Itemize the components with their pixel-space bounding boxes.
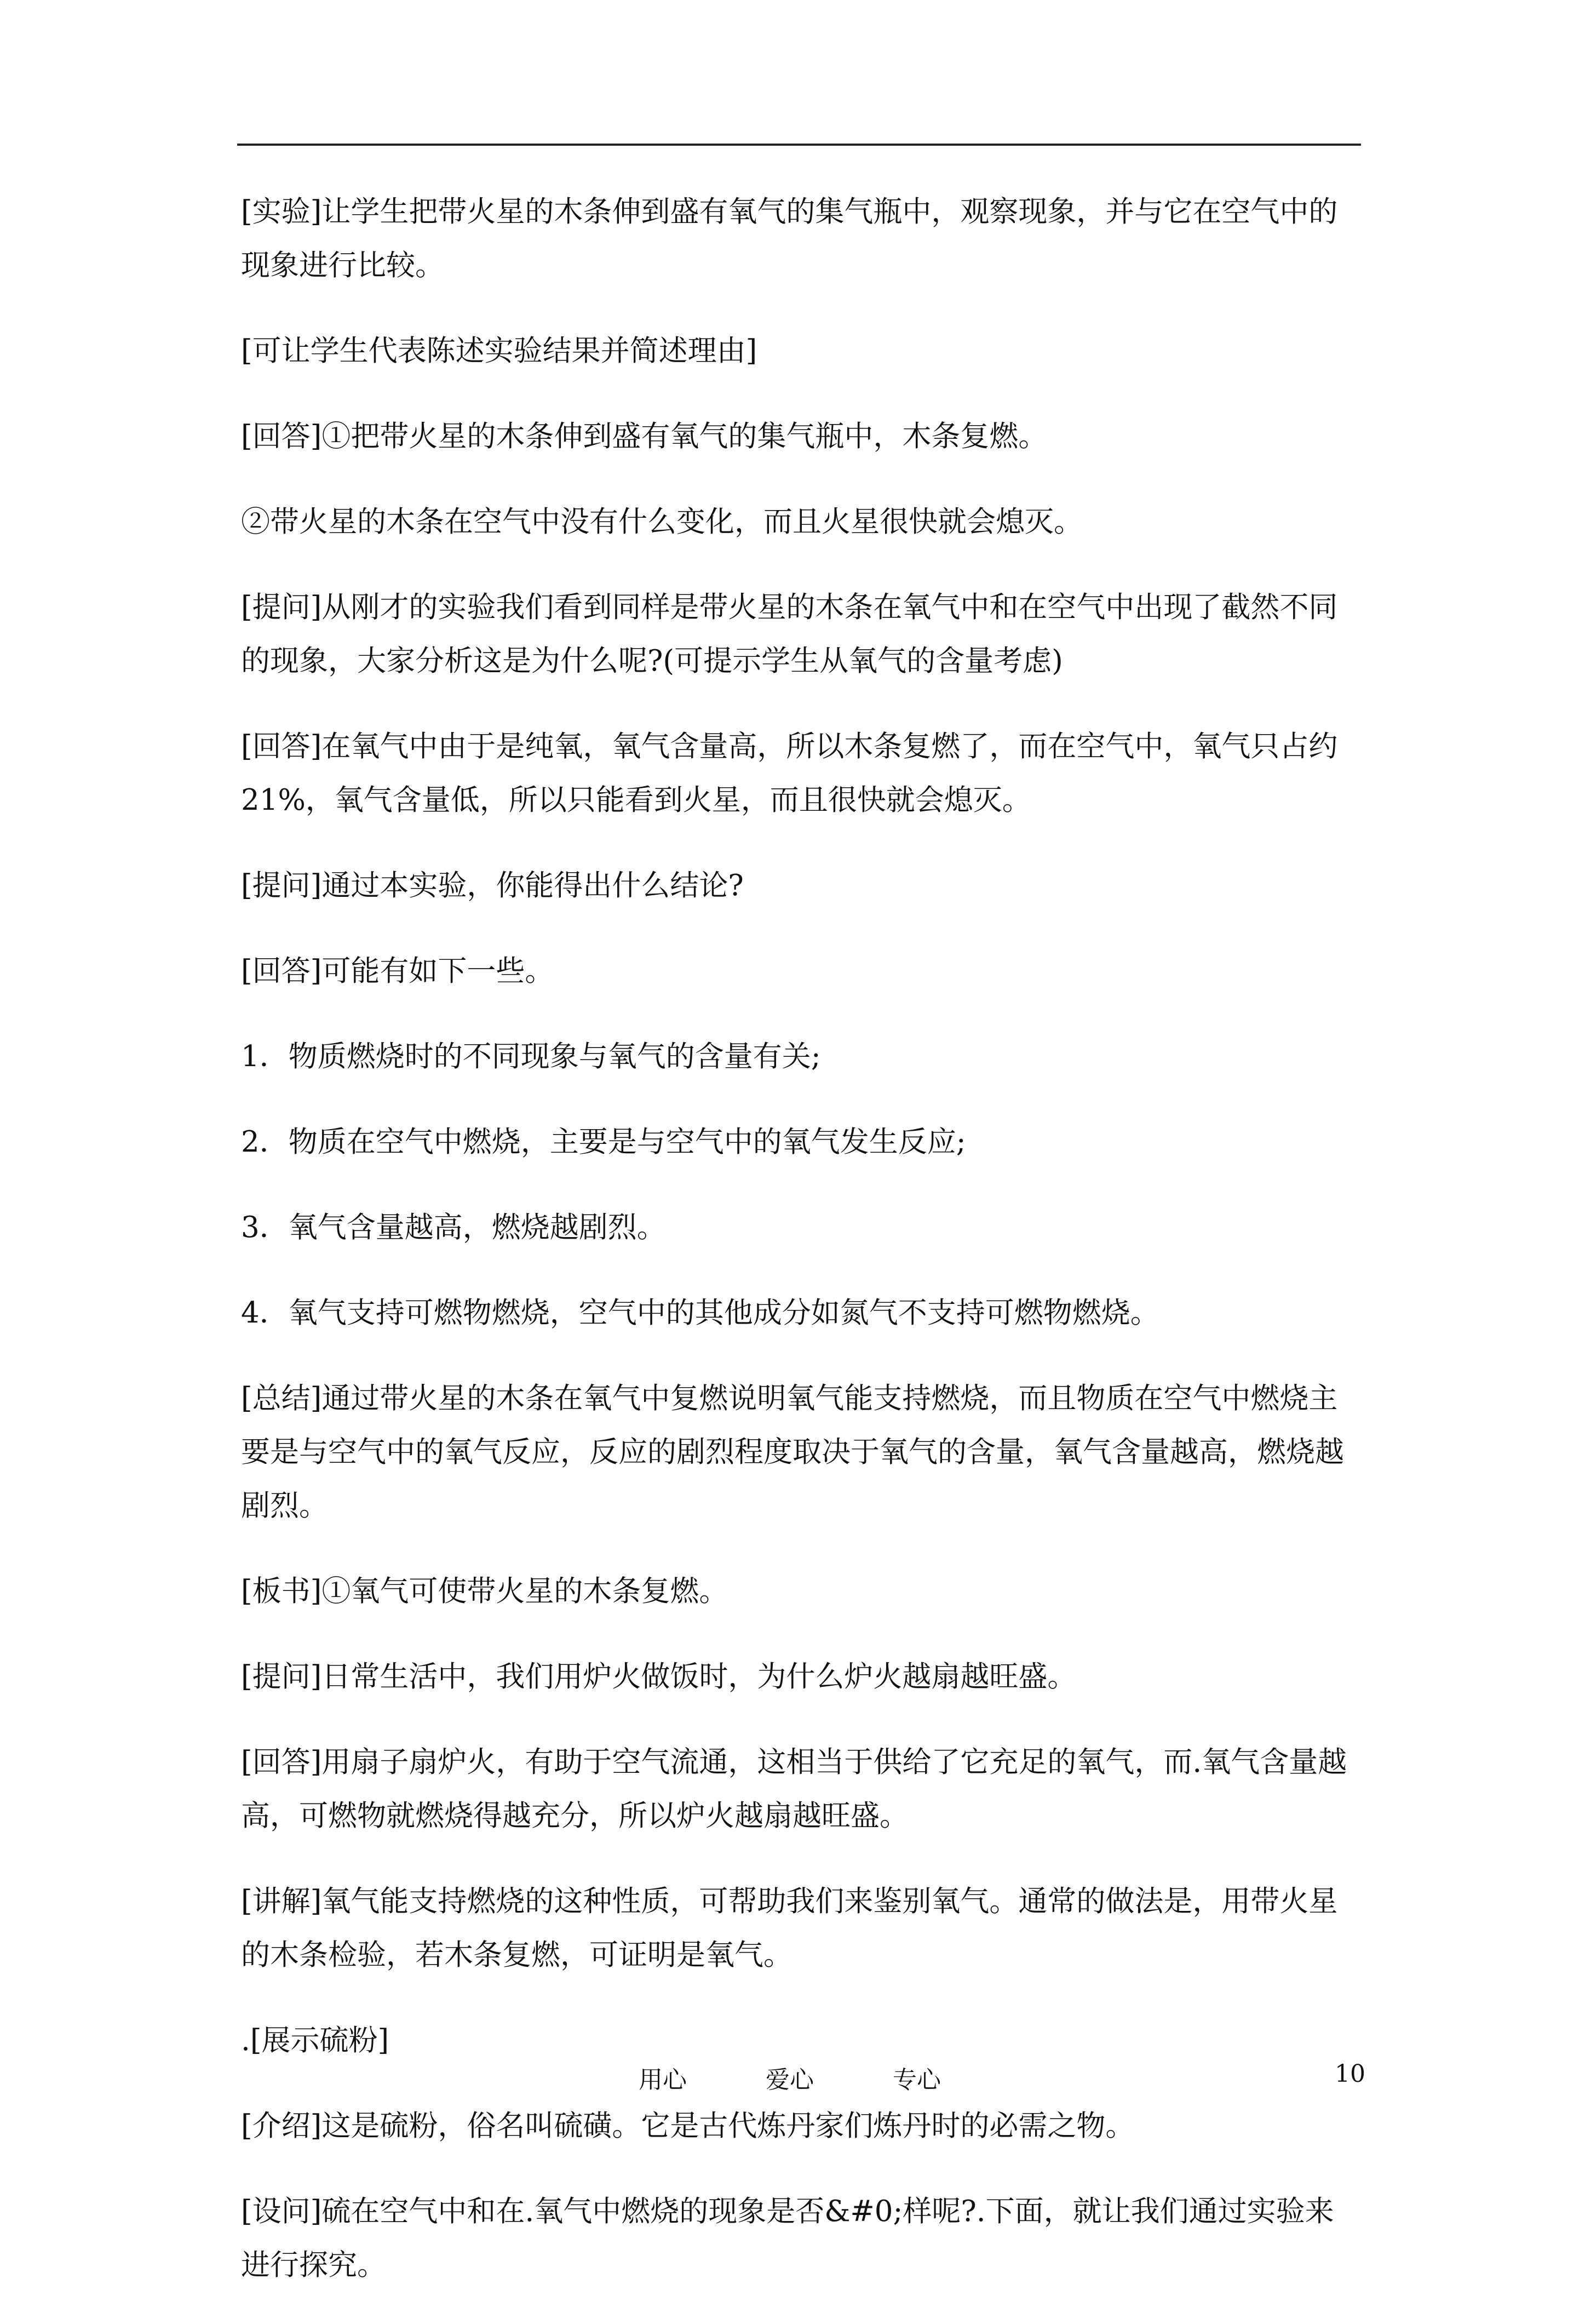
header-rule bbox=[237, 144, 1361, 146]
paragraph-summary: [总结]通过带火星的木条在氧气中复燃说明氧气能支持燃烧，而且物质在空气中燃烧主要是与空气中的氧气反应，反应的剧烈程度取决于氧气的含量，氧气含量越高，燃烧越剧烈。 bbox=[241, 1382, 1344, 1522]
page-body bbox=[241, 185, 1358, 2324]
page-footer bbox=[0, 2060, 1585, 2098]
paragraph-answer-3: [回答]在氧气中由于是纯氧，氧气含量高，所以木条复燃了，而在空气中，氧气只占约 21%，氧气含量低，所以只能看到火星，而且很快就会熄灭。 bbox=[241, 730, 1338, 817]
paragraph-question-1: [提问]从刚才的实验我们看到同样是带火星的木条在氧气中和在空气中出现了截然不同的现象，大家分析这是为什么呢?(可提示学生从氧气的含量考虑) bbox=[241, 591, 1338, 678]
paragraph-blackboard: [板书]①氧气可使带火星的木条复燃。 bbox=[241, 1575, 728, 1608]
list-item-1: 1．物质燃烧时的不同现象与氧气的含量有关; bbox=[241, 1040, 821, 1073]
paragraph-setup-question: [设问]硫在空气中和在.氧气中燃烧的现象是否&#0;样呢?.下面，就让我们通过实验来进行探究。 bbox=[241, 2195, 1334, 2282]
paragraph-introduction: [介绍]这是硫粉，俗名叫硫磺。它是古代炼丹家们炼丹时的必需之物。 bbox=[241, 2109, 1135, 2143]
footer-motto: 用心 爱心 专心 bbox=[639, 2066, 941, 2094]
paragraph-question-3: [提问]日常生活中，我们用炉火做饭时，为什么炉火越扇越旺盛。 bbox=[241, 1660, 1077, 1693]
list-item-2: 2．物质在空气中燃烧，主要是与空气中的氧气发生反应; bbox=[241, 1125, 966, 1159]
paragraph-student-report: [可让学生代表陈述实验结果并简述理由] bbox=[241, 334, 757, 368]
paragraph-answer-4: [回答]可能有如下一些。 bbox=[241, 954, 554, 988]
paragraph-show-sulfur: .[展示硫粉] bbox=[241, 2024, 389, 2057]
list-item-3: 3．氧气含量越高，燃烧越剧烈。 bbox=[241, 1211, 666, 1244]
paragraph-answer-5: [回答]用扇子扇炉火，有助于空气流通，这相当于供给了它充足的氧气，而.氧气含量越高，可燃物就燃烧得越充分，所以炉火越扇越旺盛。 bbox=[241, 1745, 1347, 1833]
paragraph-question-2: [提问]通过本实验，你能得出什么结论? bbox=[241, 869, 744, 902]
paragraph-answer-2: ②带火星的木条在空气中没有什么变化，而且火星很快就会熄灭。 bbox=[241, 505, 1083, 539]
page-number: 10 bbox=[1335, 2060, 1365, 2088]
paragraph-experiment: [实验]让学生把带火星的木条伸到盛有氧气的集气瓶中，观察现象，并与它在空气中的现象进行比较。 bbox=[241, 195, 1338, 282]
paragraph-answer-1: [回答]①把带火星的木条伸到盛有氧气的集气瓶中，木条复燃。 bbox=[241, 420, 1048, 453]
list-item-4: 4．氧气支持可燃物燃烧，空气中的其他成分如氮气不支持可燃物燃烧。 bbox=[241, 1296, 1159, 1330]
paragraph-explanation: [讲解]氧气能支持燃烧的这种性质，可帮助我们来鉴别氧气。通常的做法是，用带火星的木条检验，若木条复燃，可证明是氧气。 bbox=[241, 1885, 1338, 1972]
